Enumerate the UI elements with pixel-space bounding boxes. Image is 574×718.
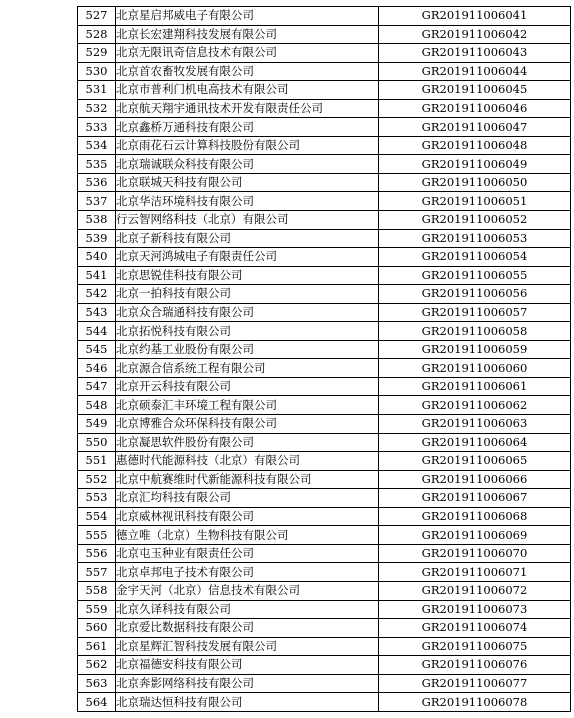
company-name: 北京屯玉种业有限责任公司 [116,544,379,563]
company-name: 北京硕泰汇丰环境工程有限公司 [116,396,379,415]
row-number: 558 [78,581,116,600]
certificate-code: GR201911006076 [379,656,571,675]
row-number: 556 [78,544,116,563]
certificate-code: GR201911006069 [379,526,571,545]
table-row [78,99,571,118]
row-number: 536 [78,173,116,192]
row-number: 552 [78,470,116,489]
table-row [78,155,571,174]
certificate-code: GR201911006057 [379,303,571,322]
company-table-body [78,7,571,712]
row-number: 531 [78,81,116,100]
table-row [78,303,571,322]
company-name: 北京开云科技有限公司 [116,377,379,396]
table-row [78,340,571,359]
certificate-code: GR201911006064 [379,433,571,452]
certificate-code: GR201911006047 [379,118,571,137]
row-number: 564 [78,693,116,712]
certificate-code: GR201911006072 [379,581,571,600]
company-name: 北京无限讯奇信息技术有限公司 [116,44,379,63]
company-name: 北京众合瑞通科技有限公司 [116,303,379,322]
certificate-code: GR201911006048 [379,136,571,155]
table-row [78,118,571,137]
row-number: 545 [78,340,116,359]
company-name: 北京瑞达恒科技有限公司 [116,693,379,712]
table-row [78,526,571,545]
company-name: 北京源合信系统工程有限公司 [116,359,379,378]
certificate-code: GR201911006060 [379,359,571,378]
row-number: 557 [78,563,116,582]
company-name: 北京博雅合众环保科技有限公司 [116,415,379,434]
company-name: 北京约基工业股份有限公司 [116,340,379,359]
company-name: 北京星辉汇智科技发展有限公司 [116,637,379,656]
company-name: 金宇天河（北京）信息技术有限公司 [116,581,379,600]
certificate-code: GR201911006054 [379,248,571,267]
row-number: 561 [78,637,116,656]
certificate-code: GR201911006077 [379,674,571,693]
row-number: 549 [78,415,116,434]
table-row [78,248,571,267]
table-row [78,25,571,44]
certificate-code: GR201911006065 [379,452,571,471]
company-name: 北京中航赛维时代新能源科技有限公司 [116,470,379,489]
certificate-code: GR201911006046 [379,99,571,118]
certificate-code: GR201911006058 [379,322,571,341]
certificate-code: GR201911006059 [379,340,571,359]
company-name: 北京航天翔宇通讯技术开发有限责任公司 [116,99,379,118]
row-number: 532 [78,99,116,118]
table-row [78,81,571,100]
company-name: 北京奔影网络科技有限公司 [116,674,379,693]
certificate-code: GR201911006073 [379,600,571,619]
table-row [78,211,571,230]
table-row [78,285,571,304]
company-name: 北京市普利门机电高技术有限公司 [116,81,379,100]
certificate-code: GR201911006067 [379,489,571,508]
table-row [78,619,571,638]
row-number: 530 [78,62,116,81]
row-number: 562 [78,656,116,675]
table-row [78,563,571,582]
company-name: 北京威林视讯科技有限公司 [116,507,379,526]
company-name: 北京联城天科技有限公司 [116,173,379,192]
row-number: 542 [78,285,116,304]
row-number: 533 [78,118,116,137]
row-number: 547 [78,377,116,396]
table-row [78,433,571,452]
certificate-code: GR201911006042 [379,25,571,44]
table-row [78,359,571,378]
row-number: 555 [78,526,116,545]
company-name: 北京首农畜牧发展有限公司 [116,62,379,81]
row-number: 559 [78,600,116,619]
certificate-code: GR201911006051 [379,192,571,211]
table-row [78,44,571,63]
row-number: 528 [78,25,116,44]
table-row [78,377,571,396]
row-number: 537 [78,192,116,211]
company-name: 惠德时代能源科技（北京）有限公司 [116,452,379,471]
table-row [78,415,571,434]
row-number: 543 [78,303,116,322]
table-row [78,600,571,619]
company-name: 北京鑫桥万通科技有限公司 [116,118,379,137]
table-row [78,396,571,415]
certificate-code: GR201911006044 [379,62,571,81]
row-number: 541 [78,266,116,285]
company-name: 北京天河鸿城电子有限责任公司 [116,248,379,267]
row-number: 539 [78,229,116,248]
certificate-code: GR201911006071 [379,563,571,582]
certificate-code: GR201911006061 [379,377,571,396]
table-row [78,322,571,341]
certificate-code: GR201911006052 [379,211,571,230]
certificate-code: GR201911006066 [379,470,571,489]
table-row [78,136,571,155]
table-row [78,637,571,656]
certificate-code: GR201911006078 [379,693,571,712]
certificate-code: GR201911006050 [379,173,571,192]
row-number: 553 [78,489,116,508]
company-table [77,6,571,712]
company-name: 北京一拍科技有限公司 [116,285,379,304]
company-name: 北京星启邦威电子有限公司 [116,7,379,26]
company-name: 北京思锐佳科技有限公司 [116,266,379,285]
company-name: 北京华洁环境科技有限公司 [116,192,379,211]
certificate-code: GR201911006045 [379,81,571,100]
certificate-code: GR201911006068 [379,507,571,526]
row-number: 563 [78,674,116,693]
certificate-code: GR201911006074 [379,619,571,638]
row-number: 540 [78,248,116,267]
company-name: 北京卓邦电子技术有限公司 [116,563,379,582]
row-number: 529 [78,44,116,63]
company-name: 北京拓悦科技有限公司 [116,322,379,341]
certificate-code: GR201911006075 [379,637,571,656]
row-number: 560 [78,619,116,638]
certificate-code: GR201911006056 [379,285,571,304]
certificate-code: GR201911006055 [379,266,571,285]
company-name: 北京凝思软件股份有限公司 [116,433,379,452]
row-number: 538 [78,211,116,230]
certificate-code: GR201911006043 [379,44,571,63]
row-number: 548 [78,396,116,415]
row-number: 527 [78,7,116,26]
table-row [78,62,571,81]
company-name: 德立唯（北京）生物科技有限公司 [116,526,379,545]
row-number: 551 [78,452,116,471]
table-row [78,489,571,508]
table-row [78,544,571,563]
certificate-code: GR201911006062 [379,396,571,415]
company-name: 北京爱比数据科技有限公司 [116,619,379,638]
certificate-code: GR201911006070 [379,544,571,563]
company-name: 北京子新科技有限公司 [116,229,379,248]
table-row [78,7,571,26]
table-row [78,693,571,712]
table-row [78,192,571,211]
row-number: 544 [78,322,116,341]
certificate-code: GR201911006049 [379,155,571,174]
row-number: 554 [78,507,116,526]
table-row [78,470,571,489]
table-row [78,266,571,285]
company-name: 行云智网络科技（北京）有限公司 [116,211,379,230]
table-row [78,581,571,600]
row-number: 546 [78,359,116,378]
certificate-code: GR201911006041 [379,7,571,26]
table-row [78,229,571,248]
table-row [78,452,571,471]
table-row [78,507,571,526]
company-name: 北京福德安科技有限公司 [116,656,379,675]
company-name: 北京久译科技有限公司 [116,600,379,619]
company-name: 北京长宏建翔科技发展有限公司 [116,25,379,44]
row-number: 534 [78,136,116,155]
certificate-code: GR201911006053 [379,229,571,248]
row-number: 550 [78,433,116,452]
company-name: 北京汇均科技有限公司 [116,489,379,508]
table-row [78,674,571,693]
table-row [78,173,571,192]
company-name: 北京瑞诚联众科技有限公司 [116,155,379,174]
table-row [78,656,571,675]
certificate-code: GR201911006063 [379,415,571,434]
row-number: 535 [78,155,116,174]
company-name: 北京雨花石云计算科技股份有限公司 [116,136,379,155]
